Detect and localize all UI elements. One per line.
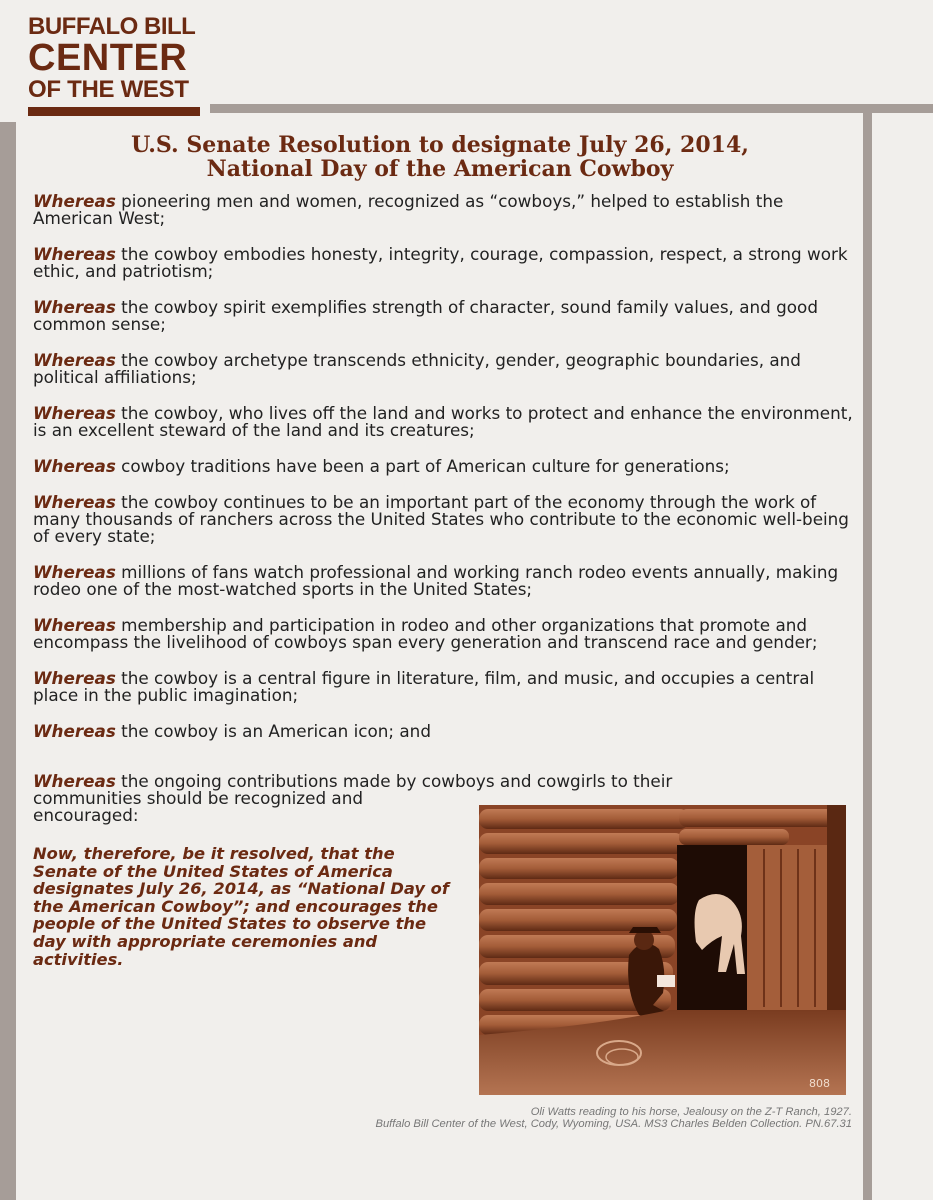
whereas-clause: [33, 670, 858, 704]
logo-line-1: BUFFALO BILL: [28, 13, 196, 40]
photo-caption: [200, 1106, 852, 1130]
whereas-keyword: Whereas: [33, 191, 116, 211]
clause-text: millions of fans watch professional and working ranch rodeo events annually, making rodeo one of the most-watched sports in the United States;: [33, 562, 839, 599]
whereas-clauses: [33, 193, 858, 759]
caption-line-1: Oli Watts reading to his horse, Jealousy on the Z-T Ranch, 1927.: [530, 1106, 852, 1118]
clause-text: pioneering men and women, recognized as “cowboys,” helped to establish the American West;: [33, 191, 784, 228]
whereas-keyword: Whereas: [33, 350, 116, 370]
logo-underline: [28, 107, 200, 116]
logo-line-2: CENTER: [28, 37, 188, 79]
caption-line-2: Buffalo Bill Center of the West, Cody, Wyoming, USA. MS3 Charles Belden Collection. PN.67.31: [375, 1118, 852, 1130]
clause-text: the cowboy, who lives off the land and works to protect and enhance the environment, is an excellent steward of the land and its creatures;: [33, 403, 853, 440]
logo-line-3: OF THE WEST: [28, 76, 189, 103]
whereas-keyword: Whereas: [33, 456, 116, 476]
whereas-clause: [33, 564, 858, 598]
clause-text: the cowboy embodies honesty, integrity, courage, compassion, respect, a strong work ethic, and patriotism;: [33, 244, 848, 281]
clause-text-rest: communities should be recognized and encouraged:: [33, 788, 363, 825]
frame-left-border: [0, 122, 16, 1200]
whereas-clause: [33, 405, 858, 439]
whereas-keyword: Whereas: [33, 403, 116, 423]
clause-text: cowboy traditions have been a part of American culture for generations;: [121, 456, 730, 476]
whereas-keyword: Whereas: [33, 771, 116, 791]
clause-text-line-1: the ongoing contributions made by cowboys and cowgirls to their: [121, 771, 673, 791]
whereas-clause: [33, 723, 858, 740]
whereas-keyword: Whereas: [33, 668, 116, 688]
clause-text: the cowboy continues to be an important part of the economy through the work of many thousands of ranchers across the United States who contribute to the economic well-being of every state;: [33, 492, 849, 546]
clause-text: the cowboy is a central figure in literature, film, and music, and occupies a central place in the public imagination;: [33, 668, 815, 705]
whereas-keyword: Whereas: [33, 562, 116, 582]
whereas-clause: [33, 193, 858, 227]
whereas-keyword: Whereas: [33, 492, 116, 512]
clause-text: the cowboy is an American icon; and: [121, 721, 431, 741]
whereas-clause: [33, 458, 858, 475]
whereas-clause: [33, 352, 858, 386]
whereas-clause: [33, 246, 858, 280]
clause-text: membership and participation in rodeo and other organizations that promote and encompass the livelihood of cowboys span every generation and transcend race and gender;: [33, 615, 818, 652]
clause-text: the cowboy spirit exemplifies strength of character, sound family values, and good common sense;: [33, 297, 818, 334]
cowboy-horse-photo: [479, 805, 846, 1095]
whereas-clause: [33, 494, 858, 545]
whereas-clause: [33, 299, 858, 333]
logo: [28, 14, 204, 116]
page-title: [40, 133, 840, 181]
frame-top-border: [210, 104, 933, 113]
whereas-keyword: Whereas: [33, 244, 116, 264]
resolution-statement: Now, therefore, be it resolved, that the Senate of the United States of America designates July 26, 2014, as “National Day of the American Cowboy”; and encourages the people of the United States to observe the day with appropriate ceremonies and activities.: [33, 844, 449, 969]
whereas-clause: [33, 617, 858, 651]
clause-text: the cowboy archetype transcends ethnicity, gender, geographic boundaries, and political affiliations;: [33, 350, 801, 387]
whereas-keyword: Whereas: [33, 721, 116, 741]
title-line-2: National Day of the American Cowboy: [206, 156, 674, 182]
photo-number: 808: [809, 1077, 830, 1090]
frame-right-border: [863, 113, 872, 1200]
whereas-keyword: Whereas: [33, 615, 116, 635]
whereas-keyword: Whereas: [33, 297, 116, 317]
title-line-1: U.S. Senate Resolution to designate July 26, 2014,: [131, 132, 749, 158]
